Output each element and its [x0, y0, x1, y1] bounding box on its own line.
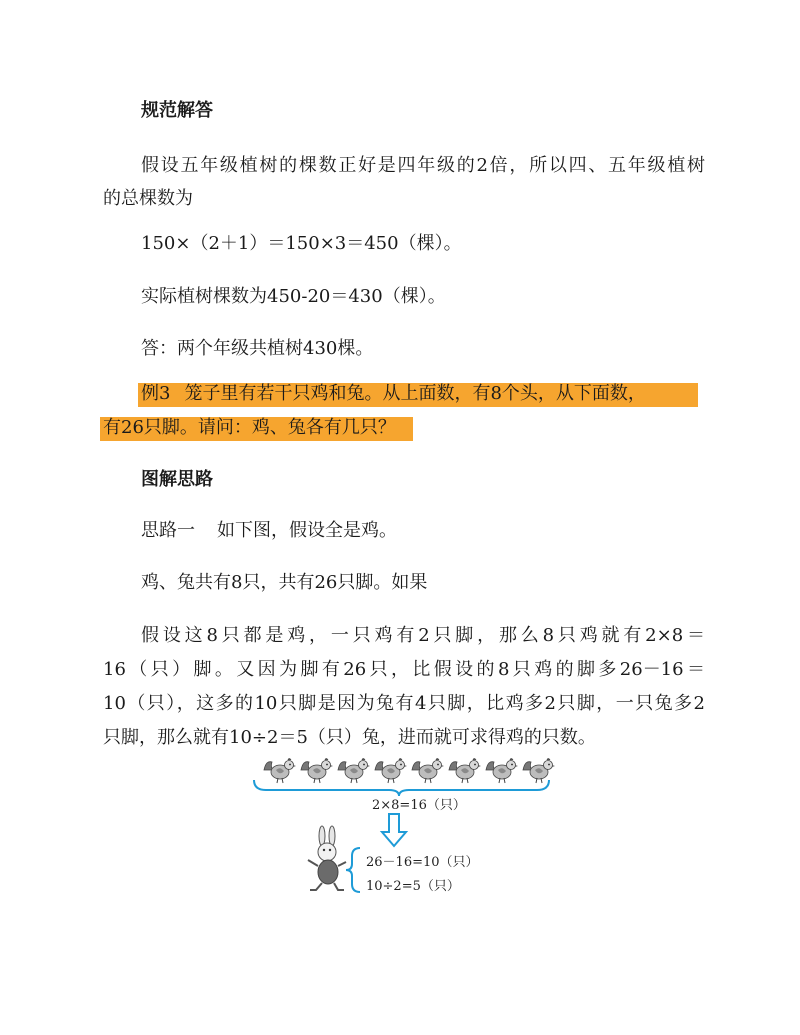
reasoning-line1: 假设这8只都是鸡，一只鸡有2只脚，那么8只鸡就有2×8＝	[141, 625, 705, 646]
brace-label: 2×8=16（只）	[372, 798, 466, 813]
chicken-row	[264, 759, 555, 784]
example-problem-line2: 有26只脚。请问：鸡、兔各有几只？	[103, 417, 396, 438]
rabbit-icon	[308, 826, 346, 890]
chicken-icon	[523, 759, 555, 784]
chicken-icon	[375, 759, 407, 784]
chicken-icon	[264, 759, 296, 784]
equation-total-trees: 150×（2＋1）＝150×3＝450（棵）。	[141, 233, 462, 254]
answer-line: 答：两个年级共植树430棵。	[141, 338, 374, 359]
example-problem-line1	[141, 381, 646, 407]
reasoning-line2: 16（只）脚。又因为脚有26只，比假设的8只鸡的脚多26－16＝	[103, 659, 705, 680]
chicken-icon	[486, 759, 518, 784]
idea-text: 如下图，假设全是鸡。	[217, 520, 397, 541]
idea-label: 思路一	[141, 520, 195, 541]
example-label: 例3	[141, 383, 171, 404]
paragraph-assumption-line2: 的总棵数为	[103, 188, 193, 209]
chicken-icon	[412, 759, 444, 784]
paragraph-assumption-line1: 假设五年级植树的棵数正好是四年级的2倍，所以四、五年级植树	[141, 155, 705, 176]
equation-rabbit-count: 10÷2=5（只）	[366, 879, 460, 894]
chicken-icon	[449, 759, 481, 784]
chicken-icon	[301, 759, 333, 784]
chicken-rabbit-figure	[248, 752, 558, 902]
equation-actual-trees: 实际植树棵数为450-20＝430（棵）。	[141, 286, 446, 307]
equation-extra-feet: 26－16=10（只）	[366, 855, 479, 870]
reasoning-line4: 只脚，那么就有10÷2＝5（只）兔，进而就可求得鸡的只数。	[103, 727, 596, 748]
section-heading-solution: 规范解答	[141, 100, 213, 121]
section-heading-diagram: 图解思路	[141, 469, 213, 490]
side-brace	[346, 848, 360, 892]
down-arrow-icon	[382, 814, 406, 846]
idea-one-line	[141, 518, 397, 544]
summary-line: 鸡、兔共有8只，共有26只脚。如果	[141, 572, 428, 593]
chicken-icon	[338, 759, 370, 784]
example-text-line1: 笼子里有若干只鸡和兔。从上面数，有8个头，从下面数，	[184, 383, 646, 404]
reasoning-line3: 10（只），这多的10只脚是因为兔有4只脚，比鸡多2只脚，一只兔多2	[103, 693, 705, 714]
